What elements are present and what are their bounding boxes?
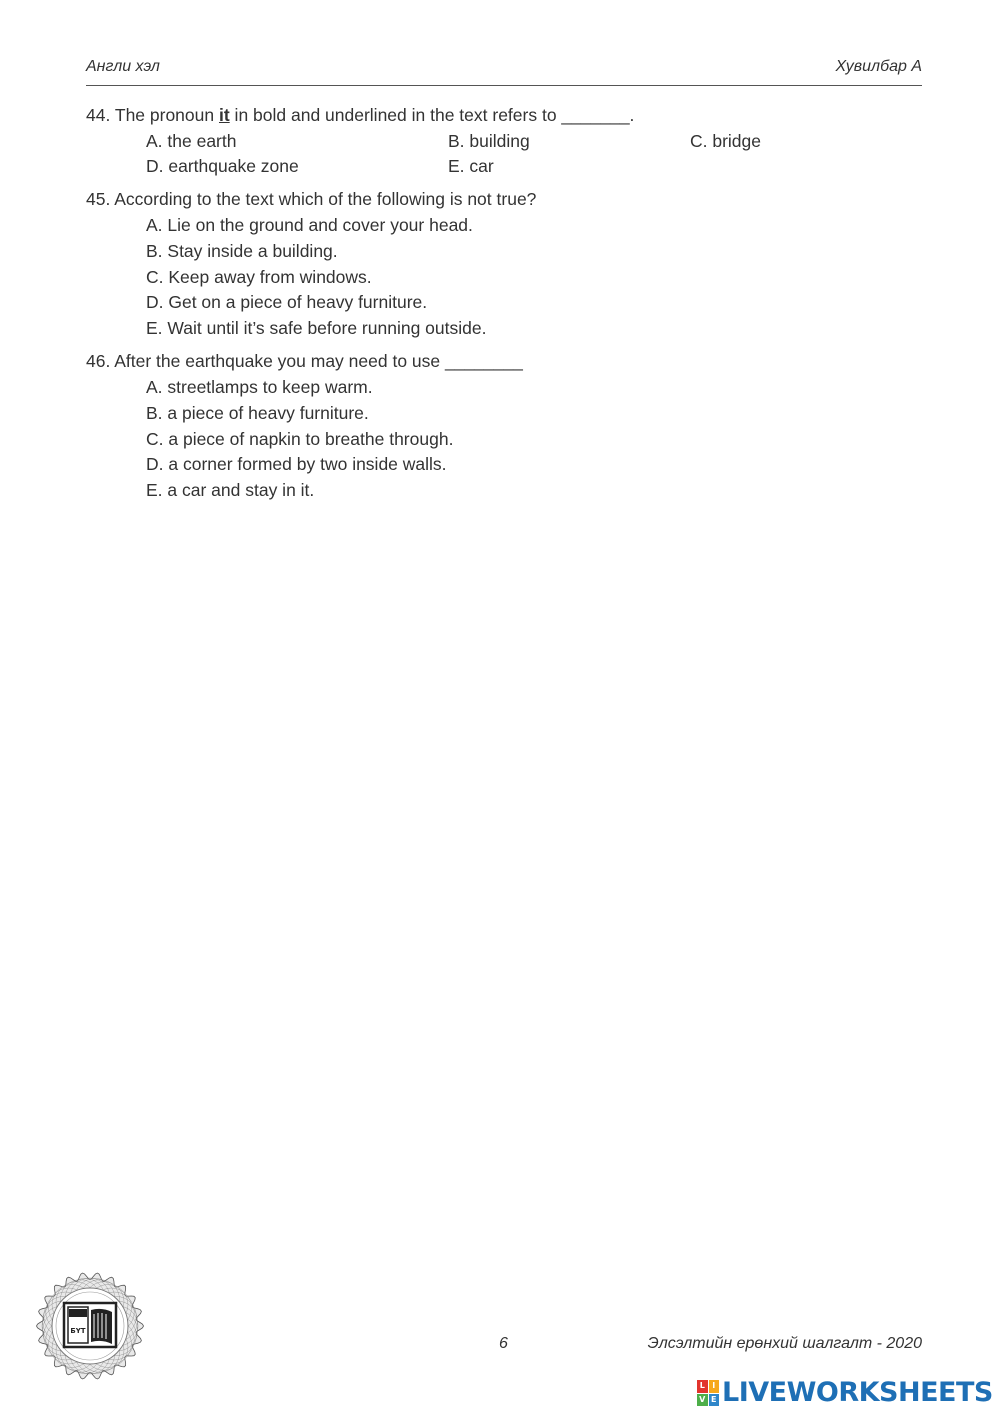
liveworksheets-wordmark: LIVEWORKSHEETS <box>722 1377 993 1408</box>
question-44-suffix: in bold and underlined in the text refers to _______. <box>229 105 635 125</box>
question-44-prefix: 44. The pronoun <box>86 105 219 125</box>
q44-option-c: C. bridge <box>690 131 762 151</box>
variant-header: Хувилбар А <box>835 58 922 75</box>
question-46-stem: 46. After the earthquake you may need to use ________ <box>86 351 523 371</box>
q46-option-e: E. a car and stay in it. <box>146 480 315 500</box>
q45-option-e: E. Wait until it’s safe before running outside. <box>146 318 487 338</box>
page-number: 6 <box>499 1335 508 1352</box>
q46-option-d: D. a corner formed by two inside walls. <box>146 454 447 474</box>
logo-letter-l: L <box>697 1380 708 1393</box>
q44-option-a: A. the earth <box>146 131 237 151</box>
question-45-stem: 45. According to the text which of the following is not true? <box>86 189 537 209</box>
question-44-stem <box>86 105 634 126</box>
subject-header: Англи хэл <box>86 58 160 75</box>
seal-text: БҮТ <box>70 1327 86 1335</box>
seal-rosette-icon <box>36 1272 144 1380</box>
q46-option-c: C. a piece of napkin to breathe through. <box>146 429 454 449</box>
q45-option-a: A. Lie on the ground and cover your head. <box>146 215 473 235</box>
q44-option-d: D. earthquake zone <box>146 156 299 176</box>
liveworksheets-logo-icon <box>697 1380 719 1406</box>
q46-option-a: A. streetlamps to keep warm. <box>146 377 373 397</box>
q45-option-b: B. Stay inside a building. <box>146 241 338 261</box>
q44-option-b: B. building <box>448 131 530 151</box>
logo-letter-v: V <box>697 1394 708 1407</box>
q46-option-b: B. a piece of heavy furniture. <box>146 403 369 423</box>
header-divider <box>86 85 922 86</box>
footer-exam-title: Элсэлтийн ерөнхий шалгалт - 2020 <box>647 1335 922 1352</box>
q44-option-e: E. car <box>448 156 494 176</box>
question-44-keyword: it <box>218 105 230 125</box>
liveworksheets-watermark <box>697 1376 993 1410</box>
q45-option-c: C. Keep away from windows. <box>146 267 372 287</box>
logo-letter-i: I <box>709 1380 720 1393</box>
logo-letter-e: E <box>709 1394 720 1407</box>
q45-option-d: D. Get on a piece of heavy furniture. <box>146 292 428 312</box>
publisher-seal-logo <box>36 1272 144 1380</box>
